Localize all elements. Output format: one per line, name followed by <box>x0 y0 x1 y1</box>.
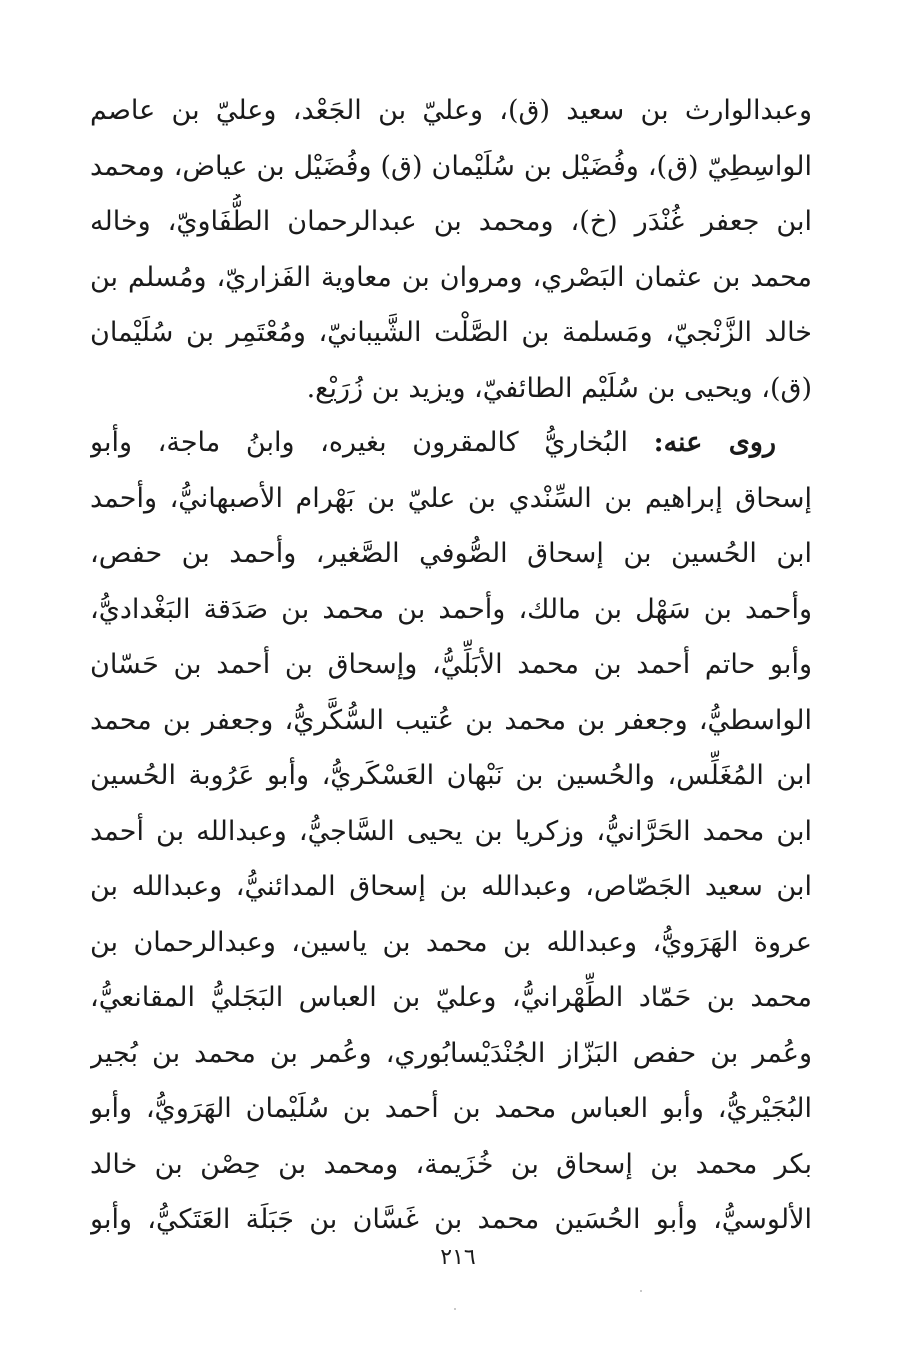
text-line: الواسطيُّ، وجعفر بن محمد بن عُتيب السُّكَّريُّ، وجعفر بن محمد <box>90 704 812 736</box>
page-number: ٢١٦ <box>440 1245 476 1270</box>
paragraph-students <box>90 415 812 1248</box>
text-line: وعُمر بن حفص البَزّاز الجُنْدَيْسابُوري، وعُمر بن محمد بن بُجير <box>90 1037 812 1069</box>
scan-speck <box>454 1308 456 1310</box>
text-line: ابن محمد الحَرَّانيُّ، وزكريا بن يحيى السَّاجيُّ، وعبدالله بن أحمد <box>90 815 812 847</box>
scan-speck <box>640 1290 642 1292</box>
text-line: وعبدالوارث بن سعيد (ق)، وعليّ بن الجَعْد، وعليّ بن عاصم <box>90 95 812 126</box>
text-line: الواسِطِيّ (ق)، وفُضَيْل بن سُلَيْمان (ق) وفُضَيْل بن عياض، ومحمد <box>90 150 812 182</box>
text-line: ابن الحُسين بن إسحاق الصُّوفي الصَّغير، وأحمد بن حفص، <box>90 538 812 569</box>
text-line: ابن جعفر غُنْدَر (خ)، ومحمد بن عبدالرحمان الطُّفَاويّ، وخاله <box>90 206 812 237</box>
text-line: الألوسيُّ، وأبو الحُسَين محمد بن غَسَّان بن جَبَلَة العَتَكيُّ، وأبو <box>90 1204 812 1235</box>
text-line: محمد بن عثمان البَصْري، ومروان بن معاوية الفَزاريّ، ومُسلم بن <box>90 261 812 293</box>
text-line-rest: البُخاريُّ كالمقرون بغيره، وابنُ ماجة، وأبو <box>90 427 654 458</box>
text-line: بكر محمد بن إسحاق بن خُزَيمة، ومحمد بن حِصْن بن خالد <box>90 1148 812 1180</box>
text-line: وأبو حاتم أحمد بن محمد الأبَلِّيُّ، وإسحاق بن أحمد بن حَسّان <box>90 649 812 680</box>
text-line: ابن المُغَلِّس، والحُسين بن نَبْهان العَسْكَريُّ، وأبو عَرُوبة الحُسين <box>90 760 812 791</box>
text-line: عروة الهَرَويُّ، وعبدالله بن محمد بن ياسين، وعبدالرحمان بن <box>90 926 812 958</box>
text-line: محمد بن حَمّاد الطِّهْرانيُّ، وعليّ بن العباس البَجَليُّ المقانعيُّ، <box>90 982 812 1013</box>
text-line-first <box>90 415 812 471</box>
paragraph-teachers <box>90 83 812 416</box>
text-line: (ق)، ويحيى بن سُلَيْم الطائفيّ، ويزيد بن زُرَيْع. <box>306 372 812 404</box>
lead-term: روى عنه: <box>653 427 776 458</box>
text-line: البُجَيْريُّ، وأبو العباس محمد بن أحمد بن سُلَيْمان الهَرَويُّ، وأبو <box>90 1093 812 1124</box>
text-line: إسحاق إبراهيم بن السِّنْدي بن عليّ بن بَهْرام الأصبهانيُّ، وأحمد <box>90 482 812 514</box>
text-line: خالد الزَّنْجيّ، ومَسلمة بن الصَّلْت الشَّيبانيّ، ومُعْتَمِر بن سُلَيْمان <box>90 317 812 348</box>
text-line: وأحمد بن سَهْل بن مالك، وأحمد بن محمد بن صَدَقة البَغْداديُّ، <box>90 593 812 625</box>
text-line: ابن سعيد الجَصّاص، وعبدالله بن إسحاق المدائنيُّ، وعبدالله بن <box>90 871 812 902</box>
